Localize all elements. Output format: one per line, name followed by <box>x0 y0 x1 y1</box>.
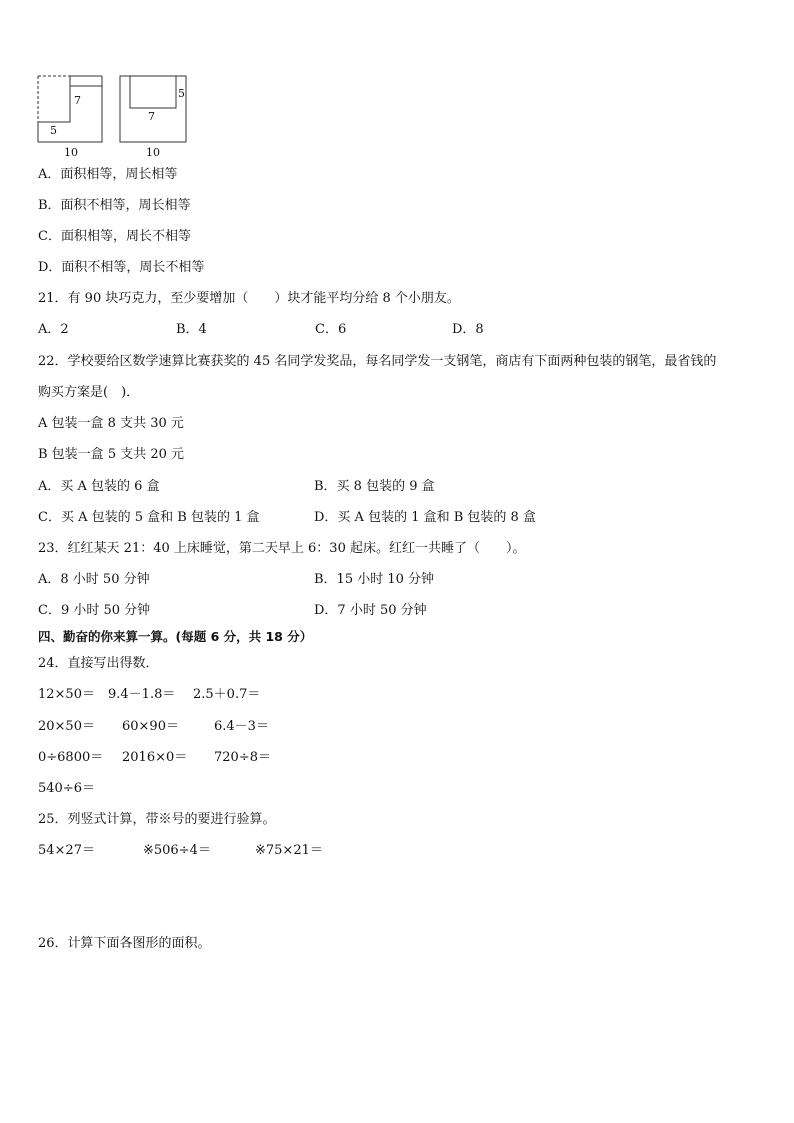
q20-option-a[interactable]: A．面积相等，周长相等 <box>38 167 178 182</box>
q21-option-d[interactable]: D．8 <box>452 322 484 337</box>
q24-item: 0÷6800＝ <box>38 750 104 765</box>
q24-item: 720÷8＝ <box>214 750 271 765</box>
q21-option-a[interactable]: A．2 <box>38 322 69 337</box>
left-label-10: 10 <box>64 146 78 159</box>
left-label-5: 5 <box>50 124 57 137</box>
q26-stem: 26．计算下面各图形的面积。 <box>38 936 211 951</box>
perimeter-figure <box>30 70 200 162</box>
q23-option-b[interactable]: B．15 小时 10 分钟 <box>314 572 435 587</box>
q24-item: 2016×0＝ <box>122 750 188 765</box>
right-label-7: 7 <box>148 110 155 123</box>
q20-option-c[interactable]: C．面积相等，周长不相等 <box>38 229 191 244</box>
q20-option-b[interactable]: B．面积不相等，周长相等 <box>38 198 191 213</box>
q25-item: ※506÷4＝ <box>143 843 211 858</box>
q22-pack-b: B 包装一盒 5 支共 20 元 <box>38 447 185 462</box>
q22-option-c[interactable]: C．买 A 包装的 5 盒和 B 包装的 1 盒 <box>38 510 260 525</box>
q24-item: 6.4－3＝ <box>214 719 269 734</box>
q22-stem-line2: 购买方案是( )． <box>38 385 140 400</box>
q24-item: 12×50＝ <box>38 687 95 702</box>
right-label-10: 10 <box>146 146 160 159</box>
q24-item: 540÷6＝ <box>38 781 95 796</box>
q21-option-c[interactable]: C．6 <box>315 322 347 337</box>
q24-item: 9.4－1.8＝ <box>108 687 176 702</box>
right-shape <box>120 76 186 142</box>
q21-stem: 21．有 90 块巧克力，至少要增加（ ）块才能平均分给 8 个小朋友。 <box>38 291 460 306</box>
left-label-7: 7 <box>74 94 81 107</box>
q24-item: 2.5＋0.7＝ <box>193 687 261 702</box>
q23-option-c[interactable]: C．9 小时 50 分钟 <box>38 603 151 618</box>
q22-pack-a: A 包装一盒 8 支共 30 元 <box>38 416 184 431</box>
q24-stem: 24．直接写出得数． <box>38 656 159 671</box>
section-4-heading: 四、勤奋的你来算一算。(每题 6 分，共 18 分） <box>38 629 313 644</box>
q24-item: 20×50＝ <box>38 719 95 734</box>
q25-stem: 25．列竖式计算，带※号的要进行验算。 <box>38 812 276 827</box>
q23-stem: 23．红红某天 21：40 上床睡觉，第二天早上 6：30 起床。红红一共睡了（ ）。 <box>38 541 526 556</box>
q25-item: 54×27＝ <box>38 843 95 858</box>
right-label-5: 5 <box>178 87 185 100</box>
left-shape <box>38 76 102 142</box>
q23-option-a[interactable]: A．8 小时 50 分钟 <box>38 572 150 587</box>
q21-option-b[interactable]: B．4 <box>176 322 207 337</box>
q20-option-d[interactable]: D．面积不相等，周长不相等 <box>38 260 205 275</box>
q22-option-d[interactable]: D．买 A 包装的 1 盒和 B 包装的 8 盒 <box>314 510 536 525</box>
q22-option-b[interactable]: B．买 8 包装的 9 盒 <box>314 479 435 494</box>
q23-option-d[interactable]: D．7 小时 50 分钟 <box>314 603 427 618</box>
q24-item: 60×90＝ <box>122 719 179 734</box>
q25-item: ※75×21＝ <box>255 843 323 858</box>
q22-option-a[interactable]: A．买 A 包装的 6 盒 <box>38 479 160 494</box>
q22-stem-line1: 22．学校要给区数学速算比赛获奖的 45 名同学发奖品，每名同学发一支钢笔，商店有下面两种包装的钢笔，最省钱的 <box>38 354 717 369</box>
